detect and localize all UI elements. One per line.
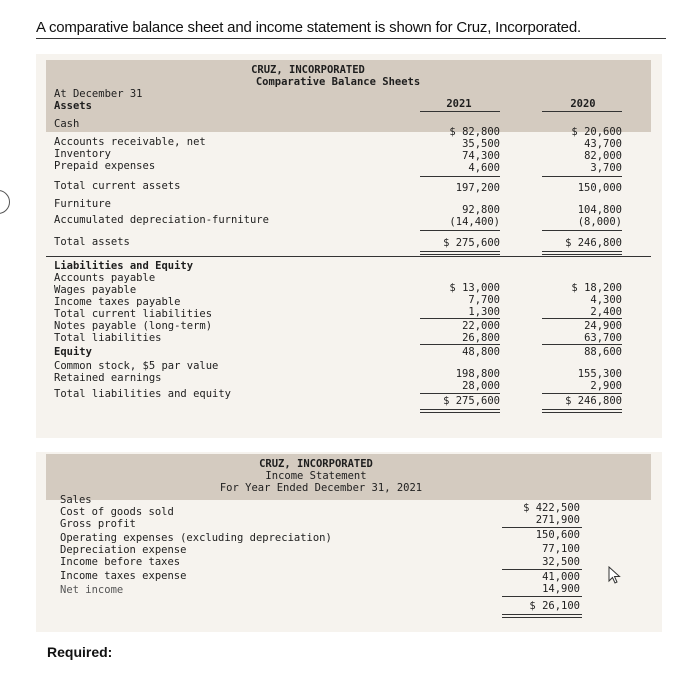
bs-2021-cash: $ 82,800: [449, 126, 500, 138]
bs-col-2020: 2020: [570, 98, 596, 110]
bs-label-notes: Notes payable (long-term): [54, 320, 213, 332]
bs-rule: [420, 176, 500, 177]
bs-2021-furniture: 92,800: [462, 204, 500, 216]
bs-label-total-le: Total liabilities and equity: [54, 388, 232, 400]
bs-2021-notes: 26,800: [462, 332, 500, 344]
bs-label-income-tax-payable: Income taxes payable: [54, 296, 181, 308]
bs-2020-total-assets: $ 246,800: [565, 237, 622, 249]
bs-label-ar: Accounts receivable, net: [54, 136, 206, 148]
is-value-cogs: 271,900: [535, 514, 580, 526]
is-label-sales: Sales: [60, 494, 92, 506]
bs-2021-prepaid: 4,600: [468, 162, 500, 174]
is-label-income-taxes: Income taxes expense: [60, 570, 187, 582]
income-statement-image: [36, 452, 662, 632]
is-value-income-taxes: 14,900: [542, 583, 580, 595]
bs-rule: [542, 176, 622, 177]
bs-2020-tca: 150,000: [577, 182, 622, 194]
bs-2021-income-tax-payable: 1,300: [468, 306, 500, 318]
bs-label-tca: Total current assets: [54, 180, 181, 192]
is-period: For Year Ended December 31, 2021: [219, 482, 423, 494]
bs-col-2021-rule: [420, 111, 500, 112]
bs-2021-common-stock: 198,800: [455, 368, 500, 380]
page-edge-marker: [0, 190, 10, 214]
is-double-rule: [502, 614, 582, 618]
is-value-gross-profit: 150,600: [535, 529, 580, 541]
bs-2020-prepaid: 3,700: [590, 162, 622, 174]
is-value-opex: 77,100: [542, 543, 580, 555]
bs-2020-income-tax-payable: 2,400: [590, 306, 622, 318]
bs-2020-inventory: 82,000: [584, 150, 622, 162]
bs-2020-ar: 43,700: [584, 138, 622, 150]
bs-double-rule: [542, 251, 622, 255]
bs-title: Comparative Balance Sheets: [255, 76, 421, 88]
bs-2020-furniture: 104,800: [577, 204, 622, 216]
bs-label-ap: Accounts payable: [54, 272, 156, 284]
is-label-net-income: Net income: [60, 584, 124, 596]
is-label-opex: Operating expenses (excluding depreciation): [60, 532, 332, 544]
bs-2020-total-le: $ 246,800: [565, 395, 622, 407]
bs-2021-ap: $ 13,000: [449, 282, 500, 294]
bs-section-divider: [46, 256, 651, 257]
is-value-sales: $ 422,500: [523, 502, 580, 514]
bs-label-equity: Equity: [54, 346, 92, 358]
bs-rule: [542, 344, 622, 345]
bs-col-2020-rule: [542, 111, 622, 112]
bs-double-rule: [542, 409, 622, 413]
bs-2021-total-le: $ 275,600: [443, 395, 500, 407]
bs-rule: [420, 344, 500, 345]
bs-label-prepaid: Prepaid expenses: [54, 160, 156, 172]
bs-label-inventory: Inventory: [54, 148, 111, 160]
bs-rule: [420, 230, 500, 231]
bs-double-rule: [420, 251, 500, 255]
required-heading: Required:: [47, 644, 113, 660]
bs-2021-total-liab: 48,800: [462, 346, 500, 358]
is-title: Income Statement: [265, 470, 367, 482]
bs-label-retained: Retained earnings: [54, 372, 162, 384]
bs-label-common-stock: Common stock, $5 par value: [54, 360, 219, 372]
bs-rule: [420, 393, 500, 394]
bs-label-total-assets: Total assets: [54, 236, 130, 248]
bs-label-assets: Assets: [54, 100, 92, 112]
bs-2021-retained: 28,000: [462, 380, 500, 392]
is-rule: [502, 596, 582, 597]
is-value-depreciation: 32,500: [542, 556, 580, 568]
question-prompt: A comparative balance sheet and income statement is shown for Cruz, Incorporated.: [36, 19, 581, 36]
bs-col-2021: 2021: [446, 98, 472, 110]
is-value-income-before-taxes: 41,000: [542, 571, 580, 583]
bs-2021-accum-dep: (14,400): [449, 216, 500, 228]
bs-label-furniture: Furniture: [54, 198, 111, 210]
bs-label-cash: Cash: [54, 118, 80, 130]
bs-label-total-liab: Total liabilities: [54, 332, 162, 344]
is-label-cogs: Cost of goods sold: [60, 506, 174, 518]
bs-2021-wages: 7,700: [468, 294, 500, 306]
bs-date-label: At December 31: [54, 88, 143, 100]
bs-label-tcl: Total current liabilities: [54, 308, 213, 320]
is-label-income-before-taxes: Income before taxes: [60, 556, 181, 568]
mouse-pointer-icon: [608, 566, 622, 584]
is-label-depreciation: Depreciation expense: [60, 544, 187, 556]
bs-rule: [542, 318, 622, 319]
bs-2020-ap: $ 18,200: [571, 282, 622, 294]
bs-label-accum-dep: Accumulated depreciation-furniture: [54, 214, 269, 226]
bs-2020-cash: $ 20,600: [571, 126, 622, 138]
bs-2021-inventory: 74,300: [462, 150, 500, 162]
bs-rule: [420, 318, 500, 319]
bs-company: CRUZ, INCORPORATED: [251, 64, 365, 76]
bs-2021-total-assets: $ 275,600: [443, 237, 500, 249]
bs-label-wages: Wages payable: [54, 284, 137, 296]
bs-2020-tcl: 24,900: [584, 320, 622, 332]
bs-double-rule: [420, 409, 500, 413]
is-rule: [502, 569, 582, 570]
bs-2021-ar: 35,500: [462, 138, 500, 150]
bs-rule: [542, 393, 622, 394]
prompt-underline: [36, 38, 666, 39]
is-value-net-income: $ 26,100: [529, 600, 580, 612]
bs-2021-tcl: 22,000: [462, 320, 500, 332]
is-rule: [502, 527, 582, 528]
is-label-gross-profit: Gross profit: [60, 518, 136, 530]
bs-2020-retained: 2,900: [590, 380, 622, 392]
bs-2020-total-liab: 88,600: [584, 346, 622, 358]
balance-sheet-image: [36, 54, 662, 438]
bs-2020-common-stock: 155,300: [577, 368, 622, 380]
is-company: CRUZ, INCORPORATED: [259, 458, 373, 470]
bs-2021-tca: 197,200: [455, 182, 500, 194]
bs-2020-wages: 4,300: [590, 294, 622, 306]
bs-2020-accum-dep: (8,000): [577, 216, 622, 228]
bs-label-liab-equity: Liabilities and Equity: [54, 260, 194, 272]
bs-2020-notes: 63,700: [584, 332, 622, 344]
bs-rule: [542, 230, 622, 231]
